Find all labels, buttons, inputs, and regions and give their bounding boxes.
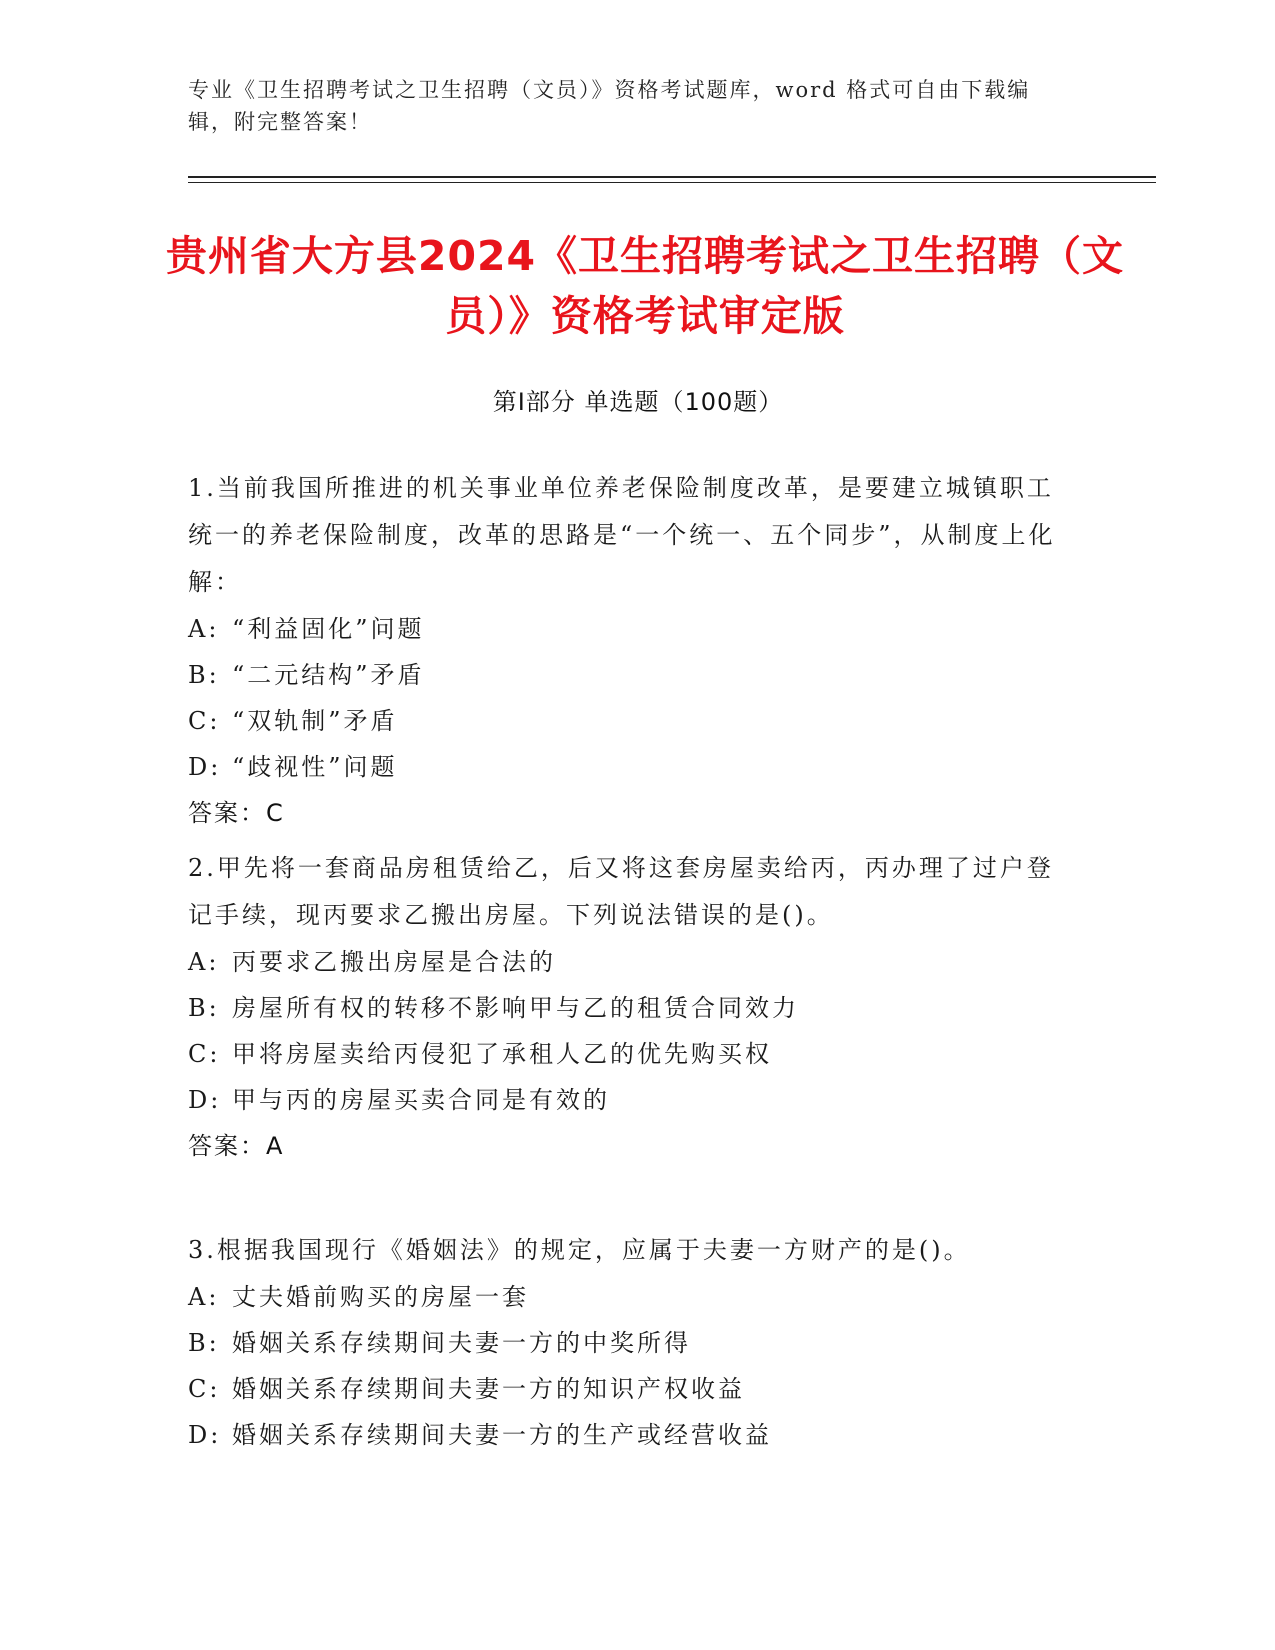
option-c — [188, 1366, 1068, 1412]
option-b — [188, 1320, 1068, 1366]
question-stem: 1.当前我国所推进的机关事业单位养老保险制度改革，是要建立城镇职工统一的养老保险制度，改革的思路是“一个统一、五个同步”，从制度上化解： — [188, 474, 1056, 596]
option-text: “双轨制”矛盾 — [232, 707, 398, 735]
option-text: 甲将房屋卖给丙侵犯了承租人乙的优先购买权 — [232, 1040, 772, 1068]
option-text: 婚姻关系存续期间夫妻一方的中奖所得 — [232, 1329, 691, 1357]
option-b — [188, 652, 1068, 698]
option-c — [188, 698, 1068, 744]
option-key: C: — [188, 707, 221, 735]
option-text: “利益固化”问题 — [232, 615, 425, 643]
document-title: 贵州省大方县2024《卫生招聘考试之卫生招聘（文员）》资格考试审定版 — [165, 232, 1125, 340]
option-text: 房屋所有权的转移不影响甲与乙的租赁合同效力 — [232, 994, 799, 1022]
option-c — [188, 1031, 1068, 1077]
question-stem: 3.根据我国现行《婚姻法》的规定，应属于夫妻一方财产的是()。 — [188, 1236, 971, 1264]
option-d — [188, 1412, 1068, 1458]
header-rule-thin — [188, 182, 1156, 183]
option-text: 婚姻关系存续期间夫妻一方的知识产权收益 — [232, 1375, 745, 1403]
section-title: 第Ⅰ部分 单选题（100题） — [492, 388, 784, 416]
option-key: A: — [188, 615, 220, 643]
question-stem: 2.甲先将一套商品房租赁给乙，后又将这套房屋卖给丙，丙办理了过户登记手续，现丙要求乙搬出房屋。下列说法错误的是()。 — [188, 854, 1054, 929]
option-text: 丙要求乙搬出房屋是合法的 — [232, 948, 556, 976]
option-key: C: — [188, 1040, 221, 1068]
option-text: 丈夫婚前购买的房屋一套 — [232, 1283, 529, 1311]
header-note: 专业《卫生招聘考试之卫生招聘（文员）》资格考试题库，word 格式可自由下载编辑，附完整答案！ — [188, 78, 1031, 134]
option-key: A: — [188, 1283, 220, 1311]
answer-line: 答案：A — [188, 1132, 285, 1160]
option-key: D: — [188, 753, 222, 781]
option-text: “二元结构”矛盾 — [232, 661, 425, 689]
header-rule-thick — [188, 176, 1156, 178]
option-key: B: — [188, 994, 220, 1022]
option-a — [188, 606, 1068, 652]
option-key: B: — [188, 1329, 220, 1357]
option-key: B: — [188, 661, 220, 689]
option-text: “歧视性”问题 — [232, 753, 398, 781]
question-3 — [188, 1227, 1068, 1458]
option-key: D: — [188, 1086, 222, 1114]
option-key: C: — [188, 1375, 221, 1403]
option-d — [188, 744, 1068, 790]
option-text: 甲与丙的房屋买卖合同是有效的 — [232, 1086, 610, 1114]
option-key: D: — [188, 1421, 222, 1449]
option-key: A: — [188, 948, 220, 976]
question-1 — [188, 465, 1068, 836]
question-2 — [188, 845, 1068, 1169]
option-a — [188, 939, 1068, 985]
option-b — [188, 985, 1068, 1031]
option-d — [188, 1077, 1068, 1123]
answer-line: 答案：C — [188, 799, 285, 827]
option-a — [188, 1274, 1068, 1320]
option-text: 婚姻关系存续期间夫妻一方的生产或经营收益 — [232, 1421, 772, 1449]
